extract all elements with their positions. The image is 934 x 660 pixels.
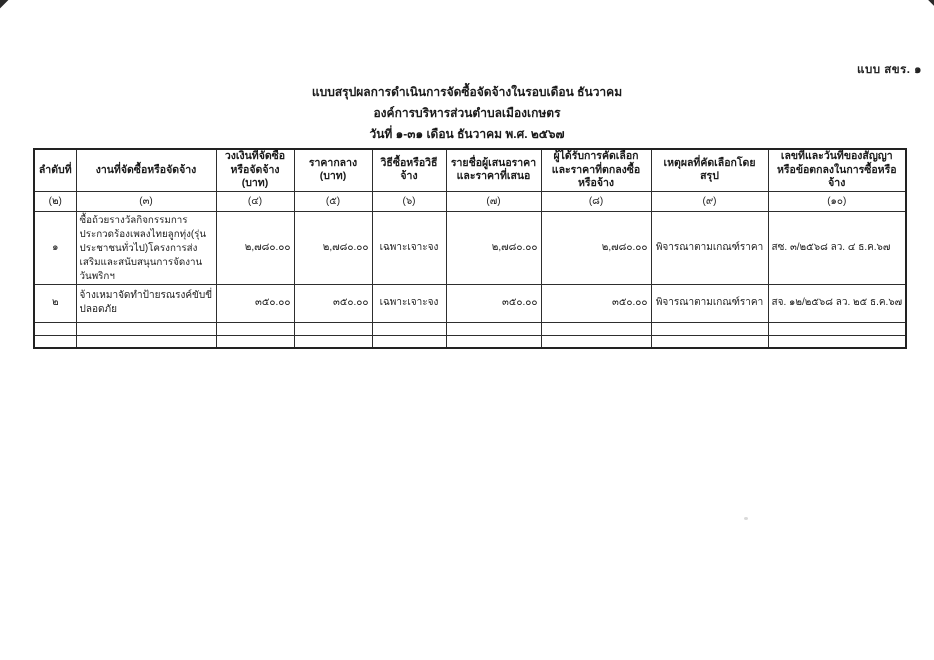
col-number: (๔) xyxy=(216,191,294,211)
col-header-work: งานที่จัดซื้อหรือจัดจ้าง xyxy=(76,149,216,191)
empty-table-row xyxy=(34,322,906,335)
empty-table-row xyxy=(34,335,906,348)
col-number: (๗) xyxy=(446,191,541,211)
table-row xyxy=(34,284,906,322)
header-row xyxy=(34,149,906,191)
empty-cell xyxy=(541,335,651,348)
scan-speck xyxy=(744,517,748,520)
cell-offered-price: ๓๕๐.๐๐ xyxy=(446,284,541,322)
col-number: (๙) xyxy=(651,191,768,211)
col-header-reason: เหตุผลที่คัดเลือกโดยสรุป xyxy=(651,149,768,191)
col-header-seq: ลำดับที่ xyxy=(34,149,76,191)
col-header-contract: เลขที่และวันที่ของสัญญาหรือข้อตกลงในการซื้อหรือจ้าง xyxy=(768,149,906,191)
cell-offered-price: ๒,๗๘๐.๐๐ xyxy=(446,211,541,284)
empty-cell xyxy=(768,335,906,348)
col-number: (๕) xyxy=(294,191,372,211)
date-range: วันที่ ๑-๓๑ เดือน ธันวาคม พ.ศ. ๒๕๖๗ xyxy=(369,127,565,141)
table-row xyxy=(34,211,906,284)
col-number: (๒) xyxy=(34,191,76,211)
empty-cell xyxy=(768,322,906,335)
scan-artifact-top-left xyxy=(0,0,11,13)
cell-reason: พิจารณาตามเกณฑ์ราคา xyxy=(651,284,768,322)
cell-contract-ref: สจ. ๑๒/๒๕๖๘ ลว. ๒๕ ธ.ค.๖๗ xyxy=(768,284,906,322)
scan-artifact-top-right xyxy=(925,0,934,10)
document-title-block xyxy=(0,82,934,145)
cell-contract-ref: สซ. ๓/๒๕๖๘ ลว. ๔ ธ.ค.๖๗ xyxy=(768,211,906,284)
cell-seq: ๒ xyxy=(34,284,76,322)
empty-cell xyxy=(34,335,76,348)
col-header-bidders: รายชื่อผู้เสนอราคาและราคาที่เสนอ xyxy=(446,149,541,191)
empty-cell xyxy=(651,322,768,335)
empty-cell xyxy=(76,322,216,335)
cell-work-description: จ้างเหมาจัดทำป้ายรณรงค์ขับขี่ปลอดภัย xyxy=(76,284,216,322)
cell-budget: ๓๕๐.๐๐ xyxy=(216,284,294,322)
cell-budget: ๒,๗๘๐.๐๐ xyxy=(216,211,294,284)
form-code-label: แบบ สขร. ๑ xyxy=(857,64,922,76)
empty-cell xyxy=(76,335,216,348)
col-header-method: วิธีซื้อหรือวิธีจ้าง xyxy=(372,149,446,191)
document-title: แบบสรุปผลการดำเนินการจัดซื้อจัดจ้างในรอบเดือน ธันวาคม xyxy=(311,85,623,99)
empty-cell xyxy=(372,322,446,335)
empty-cell xyxy=(651,335,768,348)
empty-cell xyxy=(294,335,372,348)
col-header-median-price: ราคากลาง (บาท) xyxy=(294,149,372,191)
empty-cell xyxy=(446,335,541,348)
cell-seq: ๑ xyxy=(34,211,76,284)
col-number: (๖) xyxy=(372,191,446,211)
cell-selected-price: ๓๕๐.๐๐ xyxy=(541,284,651,322)
cell-method: เฉพาะเจาะจง xyxy=(372,284,446,322)
col-number: (๘) xyxy=(541,191,651,211)
empty-cell xyxy=(541,322,651,335)
col-header-selected: ผู้ได้รับการคัดเลือกและราคาที่ตกลงซื้อหรือจ้าง xyxy=(541,149,651,191)
empty-cell xyxy=(216,335,294,348)
cell-method: เฉพาะเจาะจง xyxy=(372,211,446,284)
empty-cell xyxy=(34,322,76,335)
cell-median-price: ๒,๗๘๐.๐๐ xyxy=(294,211,372,284)
empty-cell xyxy=(216,322,294,335)
organization-name: องค์การบริหารส่วนตำบลเมืองเกษตร xyxy=(373,106,561,120)
empty-cell xyxy=(446,322,541,335)
cell-reason: พิจารณาตามเกณฑ์ราคา xyxy=(651,211,768,284)
cell-work-description: ซื้อถ้วยรางวัลกิจกรรมการประกวดร้องเพลงไทยลูกทุ่ง(รุ่นประชาชนทั่วไป)โครงการส่งเสริมและสนับสนุนการจัดงานวันพริกฯ xyxy=(76,211,216,284)
cell-median-price: ๓๕๐.๐๐ xyxy=(294,284,372,322)
col-header-budget: วงเงินที่จัดซื้อหรือจัดจ้าง (บาท) xyxy=(216,149,294,191)
col-number: (๑๐) xyxy=(768,191,906,211)
cell-selected-price: ๒,๗๘๐.๐๐ xyxy=(541,211,651,284)
procurement-summary-table xyxy=(33,148,907,349)
col-number: (๓) xyxy=(76,191,216,211)
empty-cell xyxy=(294,322,372,335)
column-number-row xyxy=(34,191,906,211)
empty-cell xyxy=(372,335,446,348)
